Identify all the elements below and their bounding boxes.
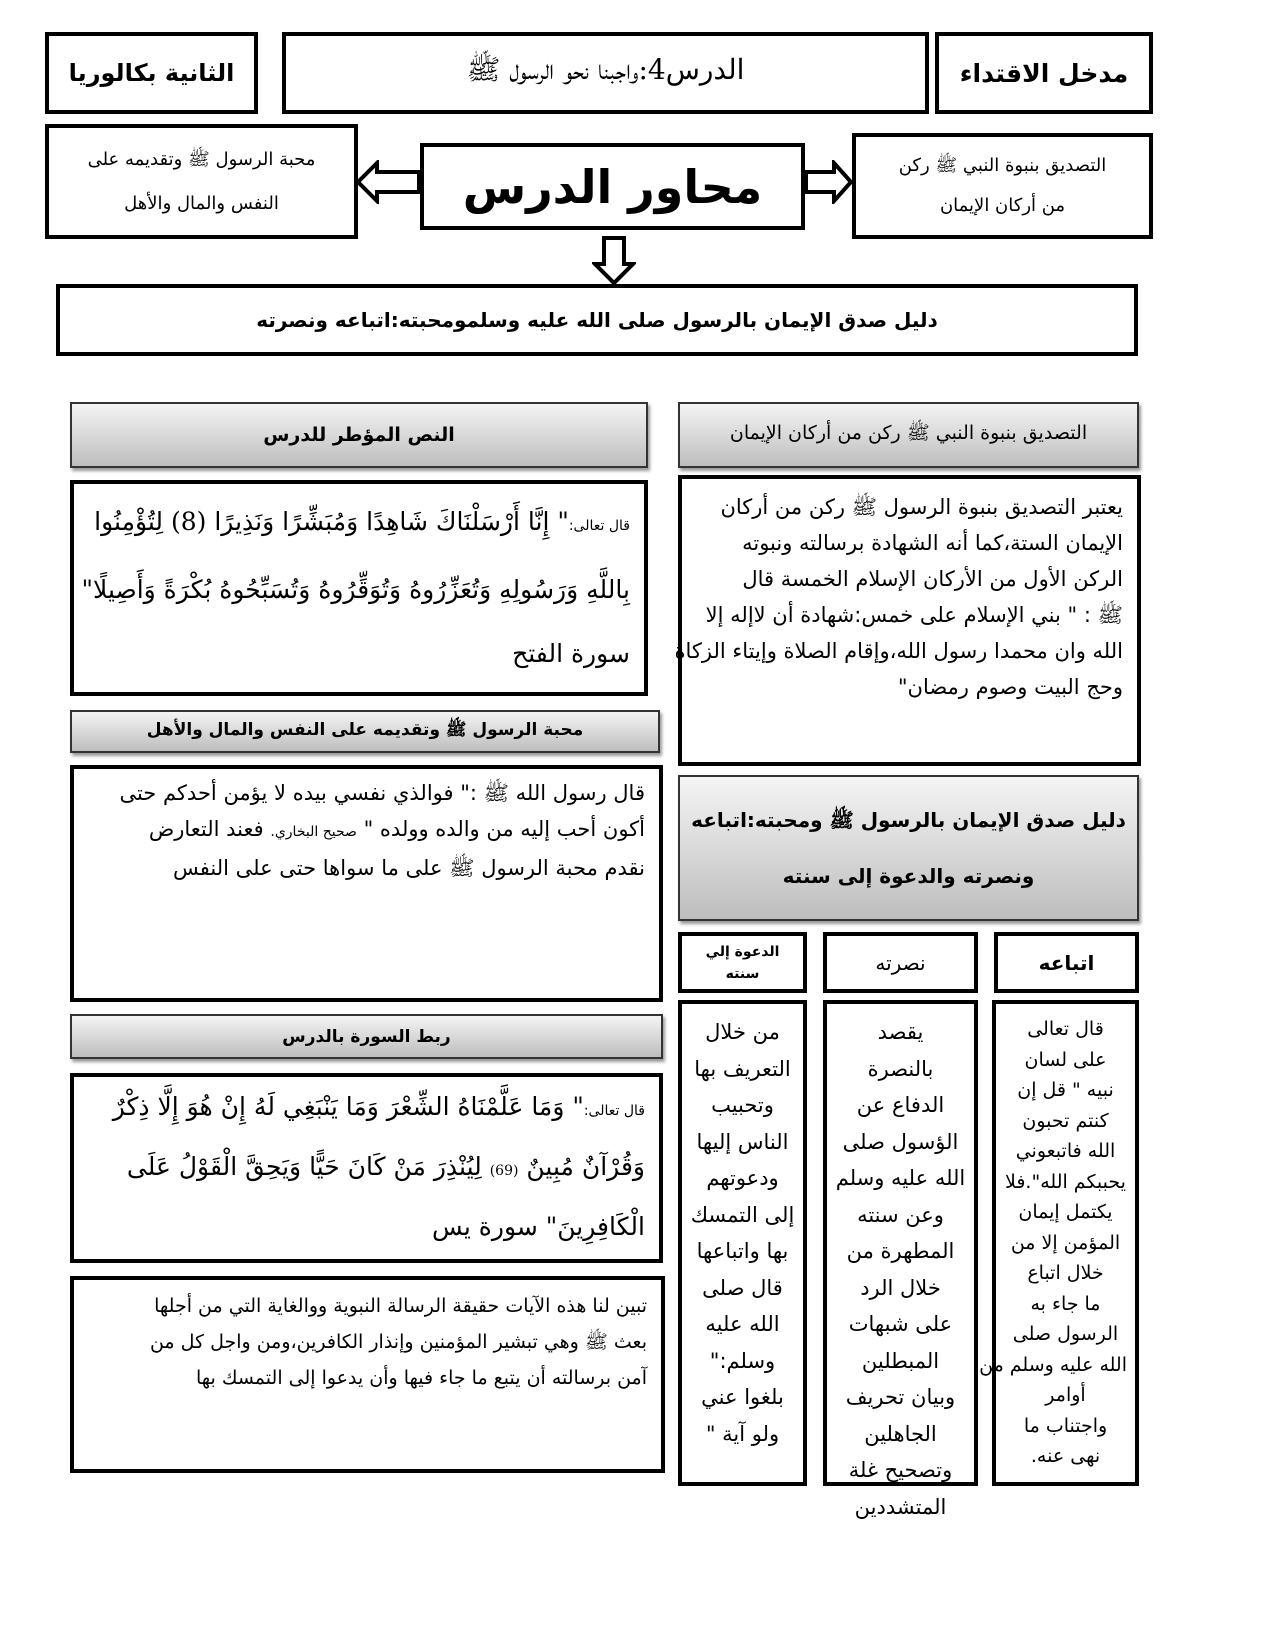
column-line: ودعوتهم bbox=[706, 1166, 779, 1190]
verse-number: (69) bbox=[489, 1163, 519, 1179]
column-line: قال صلى bbox=[702, 1275, 783, 1300]
bottom-axis-box bbox=[56, 284, 1138, 356]
column-line: وتحبيب bbox=[711, 1093, 774, 1117]
column-line: الناس إليها bbox=[696, 1129, 789, 1154]
column-line: المتشددين bbox=[854, 1494, 947, 1519]
link-box bbox=[70, 1073, 663, 1263]
column-line: بلغوا عني bbox=[701, 1385, 784, 1409]
column-line: وسلم:" bbox=[709, 1348, 776, 1373]
column-line: وبيان تحريف bbox=[845, 1385, 956, 1409]
column-line: المطهرة من bbox=[846, 1239, 955, 1263]
column-line: على لسان bbox=[1024, 1048, 1107, 1071]
level-label: الثانية بكالوريا bbox=[68, 59, 235, 87]
right-axis-line: التصديق بنبوة النبي ﷺ ركن bbox=[898, 155, 1107, 176]
column-line: إلى التمسك bbox=[690, 1202, 795, 1227]
lesson-title: الدرس4:واجبنا نحو الرسول ﷺ bbox=[466, 53, 745, 86]
link-header bbox=[70, 1014, 663, 1059]
hadith-line: أكون أحب إليه من والده وولده " bbox=[363, 817, 645, 841]
framing-text-header bbox=[70, 402, 648, 468]
verse-line: " إِنَّا أَرْسَلْنَاكَ شَاهِدًا وَمُبَشِّرًا وَنَذِيرًا (8) لِتُؤْمِنُوا bbox=[94, 507, 569, 536]
belief-line: وحج البيت وصوم رمضان" bbox=[897, 675, 1123, 699]
proof-title-line: دليل صدق الإيمان بالرسول ﷺ ومحبته:اتباعه bbox=[691, 808, 1126, 832]
column-line: بالنصرة bbox=[867, 1056, 934, 1081]
support-column-header bbox=[823, 932, 978, 993]
verse-line: لِيُنْذِرَ مَنْ كَانَ حَيًّا وَيَحِقَّ الْقَوْلُ عَلَى bbox=[126, 1152, 482, 1181]
call-column-header bbox=[678, 932, 807, 993]
left-axis-line: النفس والمال والأهل bbox=[124, 192, 279, 214]
column-title: الدعوة إلي سنته bbox=[705, 943, 780, 982]
love-title: محبة الرسول ﷺ وتقديمه على النفس والمال والأهل bbox=[146, 720, 584, 740]
column-line: الدفاع عن bbox=[856, 1093, 945, 1117]
hadith-line: قال رسول الله ﷺ :" فوالذي نفسي بيده لا يؤمن أحدكم حتى bbox=[119, 781, 645, 805]
love-box bbox=[70, 765, 663, 1002]
arrow-right-icon bbox=[804, 160, 854, 204]
column-line: الله عليه وسلم bbox=[835, 1166, 966, 1190]
column-title: اتباعه bbox=[1038, 950, 1095, 975]
column-line: نبيه " قل إن bbox=[1017, 1079, 1114, 1101]
proof-title-line: ونصرته والدعوة إلى سنته bbox=[782, 864, 1035, 888]
quote-intro: قال تعالى: bbox=[583, 1103, 645, 1119]
section-label: مدخل الاقتداء bbox=[959, 58, 1129, 88]
column-line: الله عليه وسلم من bbox=[979, 1353, 1127, 1376]
hadith-line: نقدم محبة الرسول ﷺ على ما سواها حتى على النفس bbox=[172, 856, 645, 880]
conclusion-line: بعث ﷺ وهي تبشير المؤمنين وإنذار الكافرين،ومن واجل كل من bbox=[149, 1331, 647, 1353]
column-line: وعن سنته bbox=[857, 1202, 944, 1227]
hadith-line: فعند التعارض bbox=[148, 817, 264, 841]
column-line: قال تعالى bbox=[1027, 1018, 1104, 1040]
column-title: نصرته bbox=[875, 950, 926, 975]
level-box bbox=[45, 32, 258, 114]
column-line: المبطلين bbox=[861, 1348, 940, 1373]
link-title: ربط السورة بالدرس bbox=[282, 1026, 451, 1047]
column-line: نهى عنه. bbox=[1030, 1445, 1101, 1467]
column-line: ولو آية " bbox=[705, 1421, 780, 1446]
right-axis-box bbox=[852, 133, 1153, 239]
column-line: على شبهات bbox=[848, 1312, 953, 1336]
belief-box bbox=[674, 475, 1141, 766]
column-line: التعريف بها bbox=[694, 1056, 791, 1081]
framing-text-title: النص المؤطر للدرس bbox=[263, 424, 455, 446]
lesson-title-box bbox=[282, 32, 929, 114]
left-axis-line: محبة الرسول ﷺ وتقديمه على bbox=[87, 148, 316, 170]
column-line: واجتناب ما bbox=[1023, 1414, 1108, 1437]
center-title: محاور الدرس bbox=[462, 159, 763, 214]
column-line: من خلال bbox=[705, 1020, 780, 1044]
hadith-source: صحيح البخاري. bbox=[270, 824, 357, 840]
bottom-axis-label: دليل صدق الإيمان بالرسول صلى الله عليه وسلمومحبته:اتباعه ونصرته bbox=[256, 308, 938, 332]
conclusion-line: تبين لنا هذه الآيات حقيقة الرسالة النبوية ووالغاية التي من أجلها bbox=[154, 1295, 647, 1317]
conclusion-box bbox=[70, 1276, 665, 1473]
surah-name: سورة الفتح bbox=[512, 639, 630, 668]
belief-header bbox=[678, 402, 1139, 468]
support-column-body bbox=[823, 1000, 978, 1519]
belief-line: يعتبر التصديق بنبوة الرسول ﷺ ركن من أركان bbox=[720, 495, 1123, 519]
column-line: خلال الرد bbox=[860, 1275, 941, 1300]
column-line: الرسول صلى bbox=[1012, 1323, 1119, 1345]
follow-column-header bbox=[994, 932, 1139, 993]
verse-line: " وَمَا عَلَّمْنَاهُ الشِّعْرَ وَمَا يَنْبَغِي لَهُ إِنْ هُوَ إِلَّا ذِكْرٌ bbox=[112, 1092, 584, 1121]
belief-line: الإيمان الستة،كما أنه الشهادة برسالته ونبوته bbox=[742, 531, 1123, 555]
column-line: الؤسول صلى bbox=[842, 1129, 959, 1154]
belief-line: الركن الأول من الأركان الإسلام الخمسة قال bbox=[742, 567, 1123, 591]
verse-line: بِاللَّهِ وَرَسُولِهِ وَتُعَزِّرُوهُ وَتُوَقِّرُوهُ وَتُسَبِّحُوهُ بُكْرَةً وَأَصِيلًا" bbox=[81, 575, 630, 604]
verse-line: الْكَافِرِينَ" سورة يس bbox=[432, 1212, 645, 1241]
column-line: الله عليه bbox=[705, 1312, 780, 1336]
column-line: وتصحيح غلة bbox=[848, 1458, 953, 1482]
love-header bbox=[70, 710, 660, 753]
quote-intro: قال تعالى: bbox=[568, 518, 630, 534]
column-line: يكتمل إيمان bbox=[1018, 1201, 1113, 1223]
column-line: الجاهلين bbox=[864, 1421, 937, 1446]
arrow-down-icon bbox=[592, 236, 636, 286]
center-box bbox=[420, 143, 805, 230]
column-line: كنتم تحبون bbox=[1022, 1109, 1109, 1132]
belief-title: التصديق بنبوة النبي ﷺ ركن من أركان الإيمان bbox=[729, 422, 1088, 444]
right-axis-line: من أركان الإيمان bbox=[939, 195, 1066, 216]
belief-line: الله وان محمدا رسول الله،وإقام الصلاة وإيتاء الزكاة bbox=[674, 639, 1123, 663]
left-axis-box bbox=[45, 124, 358, 239]
column-line: أوامر bbox=[1045, 1384, 1086, 1406]
follow-column-body bbox=[979, 1000, 1139, 1486]
column-line: خلال اتباع bbox=[1027, 1262, 1104, 1284]
call-column-body bbox=[678, 1000, 807, 1486]
belief-line: ﷺ : " بني الإسلام على خمس:شهادة أن لاإله إلا bbox=[705, 603, 1123, 627]
conclusion-line: آمن برسالته أن يتبع ما جاء فيها وأن يدعوا إلى التمسك بها bbox=[195, 1367, 647, 1389]
verse-line: وَقُرْآنٌ مُبِينٌ bbox=[526, 1152, 645, 1181]
proof-header bbox=[678, 775, 1139, 921]
column-line: المؤمن إلا من bbox=[1010, 1231, 1121, 1254]
arrow-left-icon bbox=[355, 160, 421, 204]
column-line: يقصد bbox=[877, 1020, 924, 1044]
section-box bbox=[935, 32, 1153, 114]
column-line: ما جاء به bbox=[1030, 1292, 1101, 1315]
framing-text-box bbox=[70, 480, 648, 696]
column-line: يحببكم الله".فلا bbox=[1005, 1170, 1126, 1193]
column-line: الله فاتبعوني bbox=[1015, 1140, 1116, 1162]
column-line: بها واتباعها bbox=[696, 1239, 789, 1263]
